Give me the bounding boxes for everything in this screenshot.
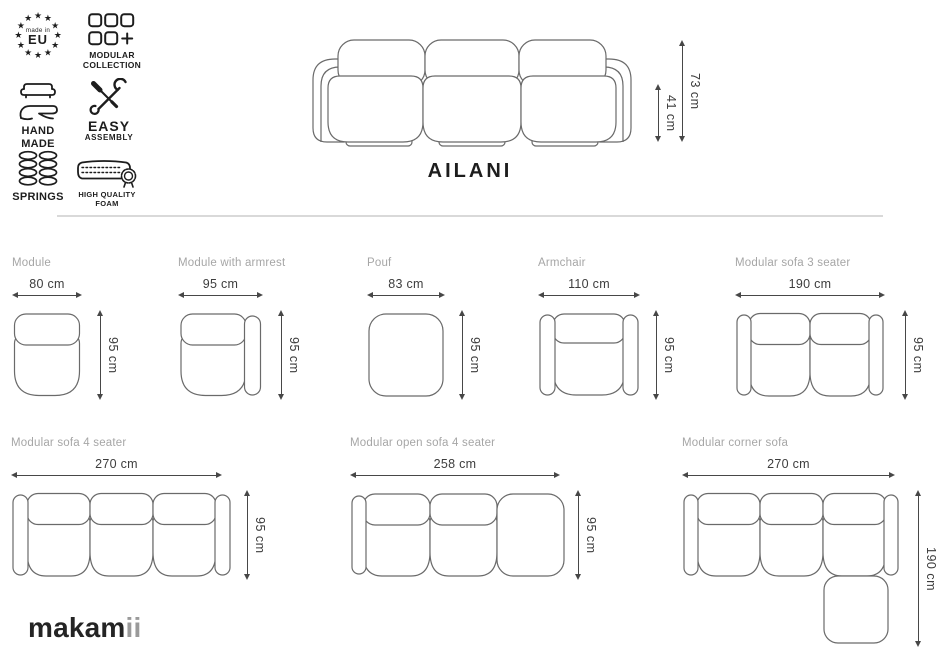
dimension-arrow	[13, 475, 220, 476]
dim-width	[538, 277, 640, 296]
dim-width	[367, 277, 445, 296]
dim-width	[350, 457, 560, 476]
item-name: Module	[12, 257, 51, 269]
back-cushion	[363, 494, 430, 525]
high-quality-foam-icon	[75, 158, 139, 188]
item-name: Modular corner sofa	[682, 437, 789, 449]
back-cushion	[697, 494, 760, 525]
hand-made-icon	[15, 80, 61, 122]
item-corner-sofa	[682, 437, 940, 660]
item-name: Armchair	[538, 257, 586, 269]
armrest	[352, 496, 366, 574]
badge-foam-line2: FOAM	[95, 198, 119, 208]
dimension-arrow	[369, 295, 443, 296]
dimension-arrow	[247, 492, 248, 578]
section-divider	[57, 215, 883, 217]
dimension-arrow	[14, 295, 80, 296]
item-name: Modular open sofa 4 seater	[350, 437, 496, 449]
armrest	[623, 315, 638, 395]
dimension-arrow	[352, 475, 558, 476]
module-armrest-top-view-drawing	[178, 312, 263, 398]
armchair-top-view-drawing	[538, 312, 640, 398]
dim-depth-value: 95 cm	[468, 336, 483, 374]
badge-hand-line1: HAND	[21, 125, 55, 137]
dimension-arrow	[281, 312, 282, 398]
eu-star-icon: ★	[51, 39, 60, 50]
dim-depth	[281, 312, 301, 398]
brand-logo-light: ii	[125, 612, 142, 643]
dim-depth	[905, 312, 925, 398]
dim-width-value: 80 cm	[29, 277, 65, 291]
dimension-arrow	[658, 86, 659, 140]
dimension-arrow	[918, 492, 919, 645]
armrest	[215, 495, 230, 575]
modular-collection-icon	[88, 13, 136, 47]
dimension-arrow	[682, 42, 683, 140]
item-module	[12, 257, 132, 402]
badge-modular-line1: MODULAR	[89, 50, 135, 60]
back-cushion	[760, 494, 823, 525]
pouf-seat	[369, 314, 443, 396]
dimension-arrow	[180, 295, 261, 296]
back-cushion	[749, 314, 810, 345]
badge-easy-line1: EASY	[87, 118, 131, 134]
sofa-seat-cushion	[423, 76, 521, 142]
badge-made-in-eu	[10, 8, 66, 62]
eu-star-icon: ★	[51, 20, 60, 31]
back-cushion	[810, 314, 871, 345]
armrest	[540, 315, 555, 395]
dim-depth-value: 95 cm	[106, 336, 121, 374]
badge-high-quality-foam	[71, 158, 143, 209]
brand-logo	[28, 612, 141, 644]
eu-star-icon: ★	[43, 12, 52, 23]
eu-star-icon: ★	[14, 30, 23, 41]
armrest	[884, 495, 898, 575]
eu-star-icon: ★	[53, 30, 62, 41]
eu-star-icon: ★	[16, 39, 25, 50]
hero-sofa-front-drawing	[310, 38, 634, 150]
dim-width-value: 270 cm	[95, 457, 138, 471]
dim-total-height	[682, 42, 702, 140]
dim-depth-value: 95 cm	[287, 336, 302, 374]
badge-modular-line2: COLLECTION	[82, 60, 142, 71]
dim-width-value: 95 cm	[202, 277, 239, 291]
back-cushion	[430, 494, 497, 525]
eu-star-icon: ★	[43, 47, 52, 58]
dim-depth-value: 95 cm	[911, 336, 926, 374]
corner-pouf-seat	[824, 576, 888, 643]
dim-total-height-value: 73 cm	[688, 72, 703, 110]
badge-hand-made	[8, 80, 68, 151]
open-pouf-seat	[497, 494, 564, 576]
dimension-arrow	[578, 492, 579, 578]
back-cushion	[15, 314, 80, 345]
dim-width	[682, 457, 895, 476]
item-name: Pouf	[367, 257, 392, 269]
product-title: AILANI	[427, 160, 513, 182]
eu-star-icon: ★	[24, 12, 33, 23]
badge-springs	[8, 150, 68, 204]
item-sofa-4-seater	[11, 437, 271, 597]
badge-modular-collection	[79, 13, 145, 70]
sofa-3-seater-top-view-drawing	[735, 312, 885, 398]
armrest	[13, 495, 28, 575]
sofa-seat-cushion	[521, 76, 616, 142]
item-open-sofa-4-seater	[350, 437, 605, 597]
springs-icon	[17, 150, 59, 188]
brand-logo-dark: makam	[28, 612, 126, 643]
dim-width-value: 190 cm	[788, 277, 832, 291]
armrest	[684, 495, 698, 575]
pouf-top-view-drawing	[367, 312, 445, 398]
armrest	[869, 315, 883, 395]
item-pouf	[367, 257, 482, 402]
eu-text: EU	[27, 31, 49, 47]
item-armchair	[538, 257, 677, 402]
made-in-text: made in	[25, 26, 51, 34]
dimension-arrow	[462, 312, 463, 398]
item-sofa-3-seater	[735, 257, 930, 402]
dim-depth-value: 95 cm	[253, 516, 268, 554]
dim-depth-value: 190 cm	[924, 546, 939, 591]
dim-width	[178, 277, 263, 296]
made-in-eu-icon	[11, 8, 65, 62]
corner-sofa-top-view-drawing	[682, 492, 900, 645]
dim-depth	[578, 492, 598, 578]
item-name: Modular sofa 3 seater	[735, 257, 851, 269]
module-top-view-drawing	[12, 312, 82, 398]
dimension-arrow	[737, 295, 883, 296]
eu-star-icon: ★	[16, 20, 25, 31]
dim-seat-height	[658, 86, 678, 140]
dim-width-value: 270 cm	[767, 457, 810, 471]
dim-depth	[656, 312, 676, 398]
dimension-arrow	[100, 312, 101, 398]
dim-width	[11, 457, 222, 476]
badge-springs-line1: SPRINGS	[12, 191, 64, 203]
badge-hand-line2: MADE	[21, 137, 55, 150]
badge-foam-line1: HIGH QUALITY	[78, 190, 136, 199]
dim-seat-height-value: 41 cm	[664, 94, 679, 132]
sofa-4-seater-top-view-drawing	[11, 492, 232, 578]
dim-depth-value: 95 cm	[662, 336, 677, 374]
dim-depth	[100, 312, 120, 398]
item-name: Modular sofa 4 seater	[11, 437, 127, 449]
eu-star-icon: ★	[34, 49, 42, 60]
armrest	[737, 315, 751, 395]
dim-depth	[462, 312, 482, 398]
badge-easy-assembly	[77, 78, 141, 142]
dimension-arrow	[905, 312, 906, 398]
back-cushion	[27, 494, 90, 525]
dim-width-value: 258 cm	[433, 457, 477, 471]
easy-assembly-icon	[89, 78, 129, 116]
dim-width-value: 83 cm	[388, 277, 424, 291]
back-cushion	[823, 494, 886, 525]
dim-depth	[247, 492, 267, 578]
dimension-arrow	[684, 475, 893, 476]
eu-star-icon: ★	[34, 10, 42, 21]
eu-star-icon: ★	[24, 47, 33, 58]
dim-depth	[918, 492, 938, 645]
armrest	[245, 316, 261, 395]
back-cushion	[90, 494, 153, 525]
dimension-arrow	[540, 295, 638, 296]
back-cushion	[553, 314, 625, 343]
dim-width-value: 110 cm	[568, 277, 610, 291]
item-name: Module with armrest	[178, 257, 286, 269]
sofa-seat-cushion	[328, 76, 423, 142]
item-module-with-armrest	[178, 257, 313, 402]
back-cushion	[153, 494, 216, 525]
dimension-arrow	[656, 312, 657, 398]
dim-width	[12, 277, 82, 296]
dim-width	[735, 277, 885, 296]
back-cushion	[181, 314, 246, 345]
dim-depth-value: 95 cm	[584, 516, 599, 554]
open-sofa-4-seater-top-view-drawing	[350, 492, 566, 578]
badge-easy-line2: ASSEMBLY	[84, 133, 134, 142]
